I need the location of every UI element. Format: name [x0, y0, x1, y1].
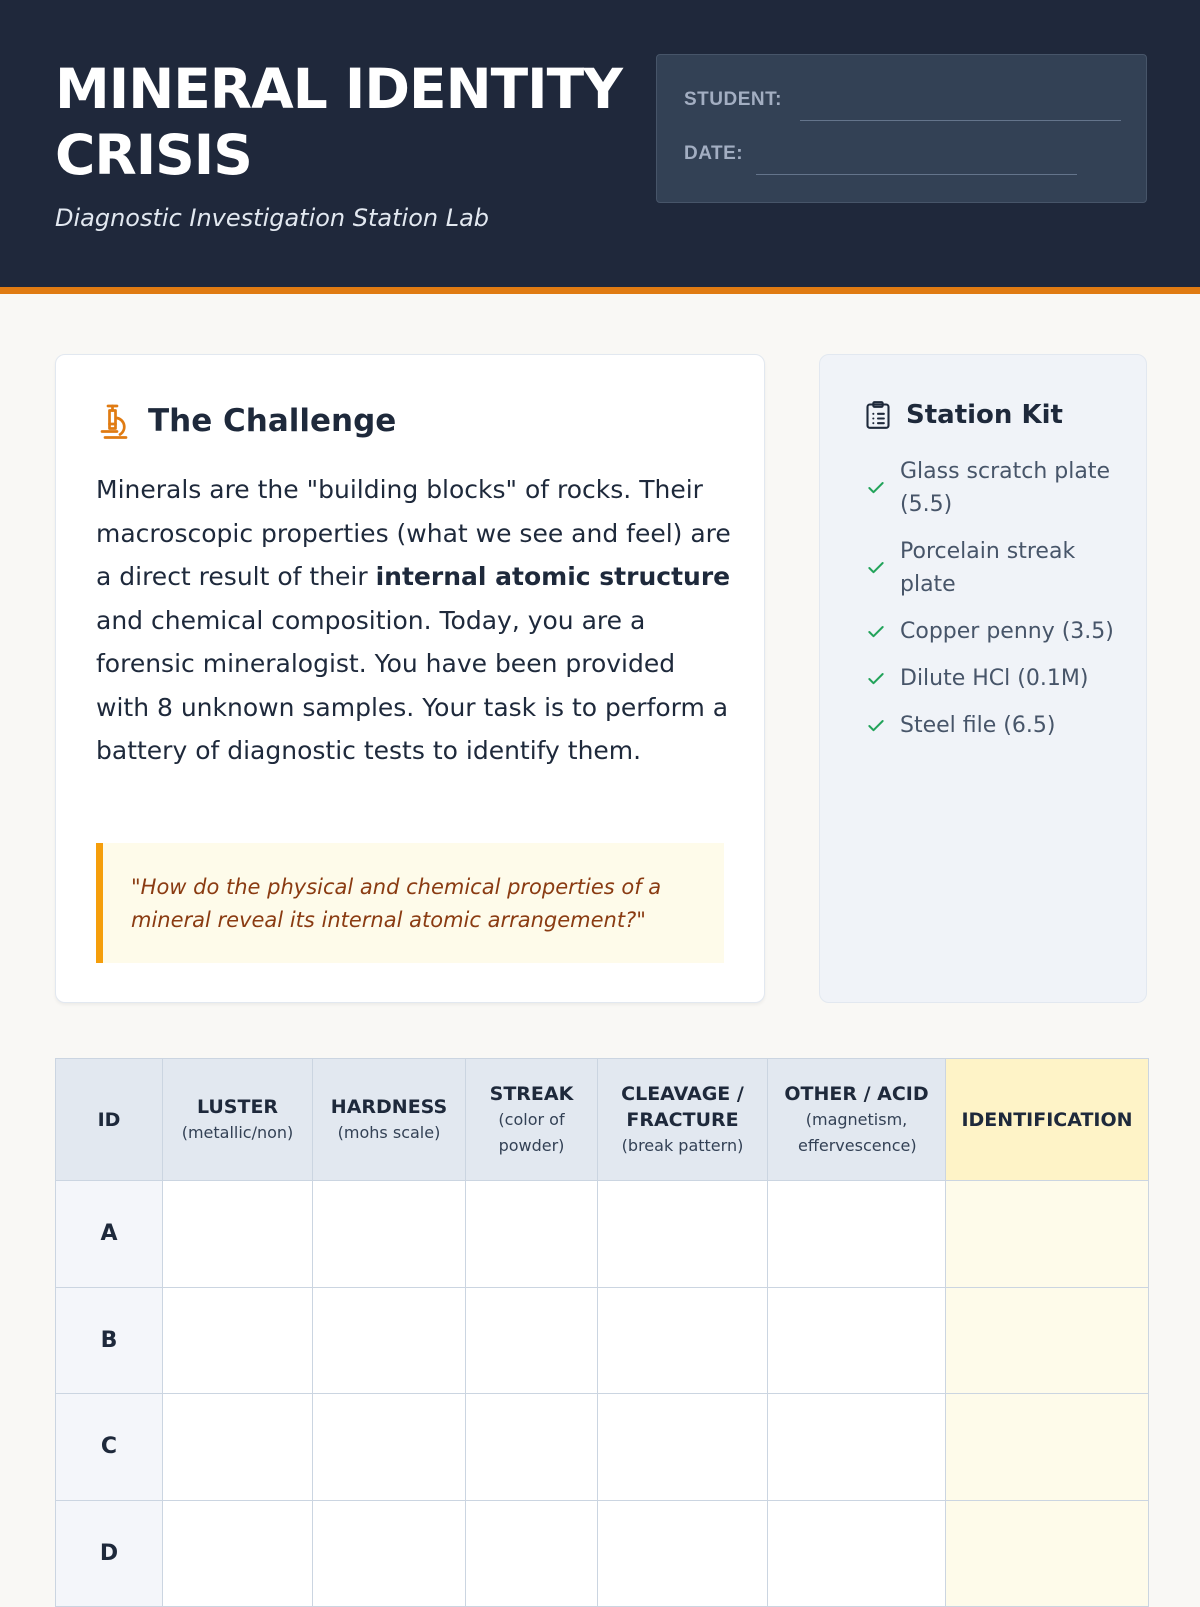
- guiding-question: "How do the physical and chemical properties of a mineral reveal its internal atomic arrangement?": [96, 843, 724, 963]
- column-title: HARDNESS: [330, 1095, 448, 1118]
- column-subtitle: (break pattern): [621, 1135, 744, 1155]
- column-subtitle: (color of powder): [498, 1109, 565, 1155]
- check-icon: [864, 558, 888, 578]
- kit-item-label: Dilute HCl (0.1M): [900, 666, 1089, 691]
- cleavage-cell[interactable]: [598, 1394, 768, 1501]
- page-header: [0, 0, 1200, 294]
- sample-id: D: [56, 1500, 163, 1607]
- column-header-identification: [946, 1059, 1149, 1181]
- sample-id: A: [56, 1181, 163, 1288]
- sample-id: B: [56, 1287, 163, 1394]
- column-title: ID: [97, 1108, 121, 1131]
- hardness-cell[interactable]: [313, 1394, 466, 1501]
- kit-item-label: Copper penny (3.5): [900, 619, 1114, 644]
- kit-item-label: Porcelain streak plate: [900, 539, 1076, 597]
- table-row: [56, 1181, 1149, 1288]
- column-title: IDENTIFICATION: [961, 1108, 1133, 1131]
- challenge-card: [55, 354, 765, 1003]
- cleavage-cell[interactable]: [598, 1287, 768, 1394]
- challenge-title: The Challenge: [148, 403, 397, 439]
- date-field[interactable]: [756, 174, 1077, 175]
- check-icon: [864, 478, 888, 498]
- column-title: LUSTER: [196, 1095, 279, 1118]
- column-subtitle: (mohs scale): [337, 1122, 441, 1142]
- date-label: DATE:: [684, 143, 744, 164]
- identification-cell[interactable]: [946, 1394, 1149, 1501]
- challenge-text-part-2: and chemical composition. Today, you are a forensic mineralogist. You have been provided with 8 unknown samples. Your task is to perform a battery of diagnostic tests to identify them.: [96, 605, 729, 765]
- cleavage-cell[interactable]: [598, 1500, 768, 1607]
- streak-cell[interactable]: [466, 1500, 598, 1607]
- kit-item: [864, 535, 1124, 601]
- hardness-cell[interactable]: [313, 1181, 466, 1288]
- table-header-row: [56, 1059, 1149, 1181]
- clipboard-icon: [864, 399, 892, 431]
- kit-item-label: Steel file (6.5): [900, 713, 1056, 738]
- kit-item: [864, 662, 1124, 695]
- microscope-icon: [96, 401, 132, 441]
- station-kit-header: [864, 399, 1063, 431]
- challenge-header: [96, 401, 396, 441]
- column-header-id: [56, 1059, 163, 1181]
- identification-cell[interactable]: [946, 1181, 1149, 1288]
- column-header-hardness: [313, 1059, 466, 1181]
- table-row: [56, 1287, 1149, 1394]
- other-cell[interactable]: [768, 1500, 946, 1607]
- cleavage-cell[interactable]: [598, 1181, 768, 1288]
- luster-cell[interactable]: [163, 1500, 313, 1607]
- check-icon: [864, 622, 888, 642]
- student-label: STUDENT:: [684, 89, 782, 110]
- challenge-text-part-1: Minerals are the "building blocks" of rocks. Their macroscopic properties (what we see and feel) are a direct result of their: [96, 475, 731, 591]
- student-name-field[interactable]: [800, 120, 1121, 121]
- other-cell[interactable]: [768, 1394, 946, 1501]
- station-kit-list: [864, 455, 1124, 756]
- other-cell[interactable]: [768, 1287, 946, 1394]
- check-icon: [864, 716, 888, 736]
- challenge-text-bold: internal atomic structure: [375, 562, 731, 591]
- column-header-other: [768, 1059, 946, 1181]
- column-header-luster: [163, 1059, 313, 1181]
- sample-id: C: [56, 1394, 163, 1501]
- identification-cell[interactable]: [946, 1500, 1149, 1607]
- column-header-streak: [466, 1059, 598, 1181]
- other-cell[interactable]: [768, 1181, 946, 1288]
- hardness-cell[interactable]: [313, 1287, 466, 1394]
- luster-cell[interactable]: [163, 1181, 313, 1288]
- luster-cell[interactable]: [163, 1287, 313, 1394]
- table-row: [56, 1394, 1149, 1501]
- page-subtitle: Diagnostic Investigation Station Lab: [55, 204, 490, 232]
- observation-table: [55, 1058, 1149, 1607]
- station-kit-panel: [819, 354, 1147, 1003]
- kit-item-label: Glass scratch plate (5.5): [900, 459, 1111, 517]
- luster-cell[interactable]: [163, 1394, 313, 1501]
- column-subtitle: (metallic/non): [181, 1122, 294, 1142]
- hardness-cell[interactable]: [313, 1500, 466, 1607]
- challenge-text: [96, 468, 736, 773]
- column-title: CLEAVAGE / FRACTURE: [621, 1082, 744, 1131]
- column-title: STREAK: [489, 1082, 574, 1105]
- student-info-box: [656, 54, 1147, 203]
- kit-item: [864, 455, 1124, 521]
- kit-item: [864, 709, 1124, 742]
- streak-cell[interactable]: [466, 1181, 598, 1288]
- column-subtitle: (magnetism, effervescence): [798, 1109, 917, 1155]
- station-kit-title: Station Kit: [906, 400, 1063, 430]
- column-header-cleavage: [598, 1059, 768, 1181]
- check-icon: [864, 669, 888, 689]
- kit-item: [864, 615, 1124, 648]
- page-title: MINERAL IDENTITY CRISIS: [55, 57, 622, 187]
- streak-cell[interactable]: [466, 1287, 598, 1394]
- streak-cell[interactable]: [466, 1394, 598, 1501]
- identification-cell[interactable]: [946, 1287, 1149, 1394]
- column-title: OTHER / ACID: [784, 1082, 929, 1105]
- table-row: [56, 1500, 1149, 1607]
